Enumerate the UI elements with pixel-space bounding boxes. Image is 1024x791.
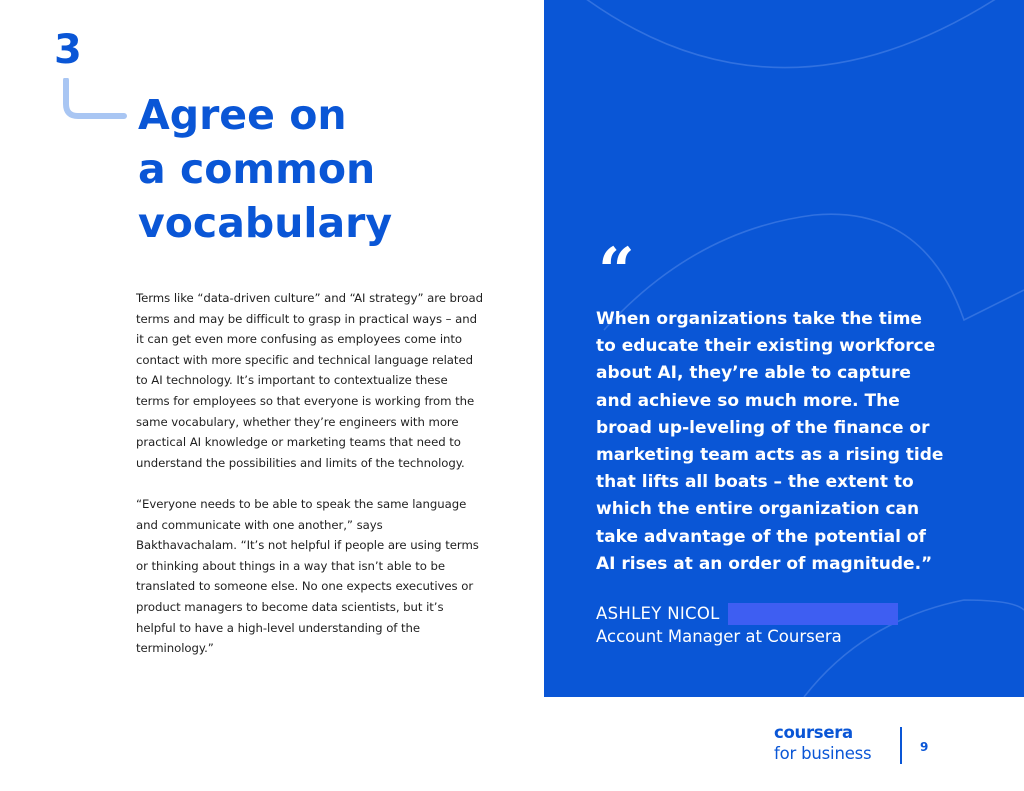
body-paragraph: “Everyone needs to be able to speak the same language and communicate with one another,” says Bakthavachalam. “It’s not helpful if people are using terms or thinking about things in a way that isn’t able to be translated to someone else. No one expects executives or product managers to become data scientists, but it’s helpful to have a high-level understanding of the terminology.” — [136, 496, 479, 656]
step-number: 3 — [54, 27, 82, 73]
brand-subtitle: for business — [774, 744, 872, 763]
title-line: vocabulary — [138, 199, 393, 247]
bracket-decoration — [58, 78, 128, 123]
quote-text: When organizations take the time to educate their existing workforce about AI, they’re able to capture and achieve so much more. The broad up-leveling of the finance or marketing team acts as a rising tide that lifts all boats – the extent to which the entire organization can take advantage of the potential of AI rises at an order of magnitude.” — [596, 309, 944, 574]
title-line: a common — [138, 145, 376, 193]
redaction-box — [728, 603, 898, 625]
quote-panel — [544, 0, 1024, 697]
quote-author-name: ASHLEY NICOL — [596, 604, 720, 623]
page-number: 9 — [920, 740, 929, 754]
title-line: Agree on — [138, 91, 347, 139]
body-text — [136, 288, 484, 679]
quote-author-role: Account Manager at Coursera — [596, 627, 842, 646]
body-paragraph: Terms like “data-driven culture” and “AI strategy” are broad terms and may be difficult to grasp in practical ways – and it can get even more confusing as employees come into contact with more specific and technical language related to AI technology. It’s important to contextualize these terms for employees so that everyone is working from the same vocabulary, whether they’re engineers with more practical AI knowledge or marketing teams that need to understand the possibilities and limits of the technology. — [136, 291, 483, 470]
quote-mark-icon: “ — [598, 234, 635, 309]
coursera-logo — [774, 723, 871, 765]
page-title — [138, 88, 528, 250]
footer-divider — [900, 727, 902, 764]
brand-name: coursera — [774, 723, 853, 742]
